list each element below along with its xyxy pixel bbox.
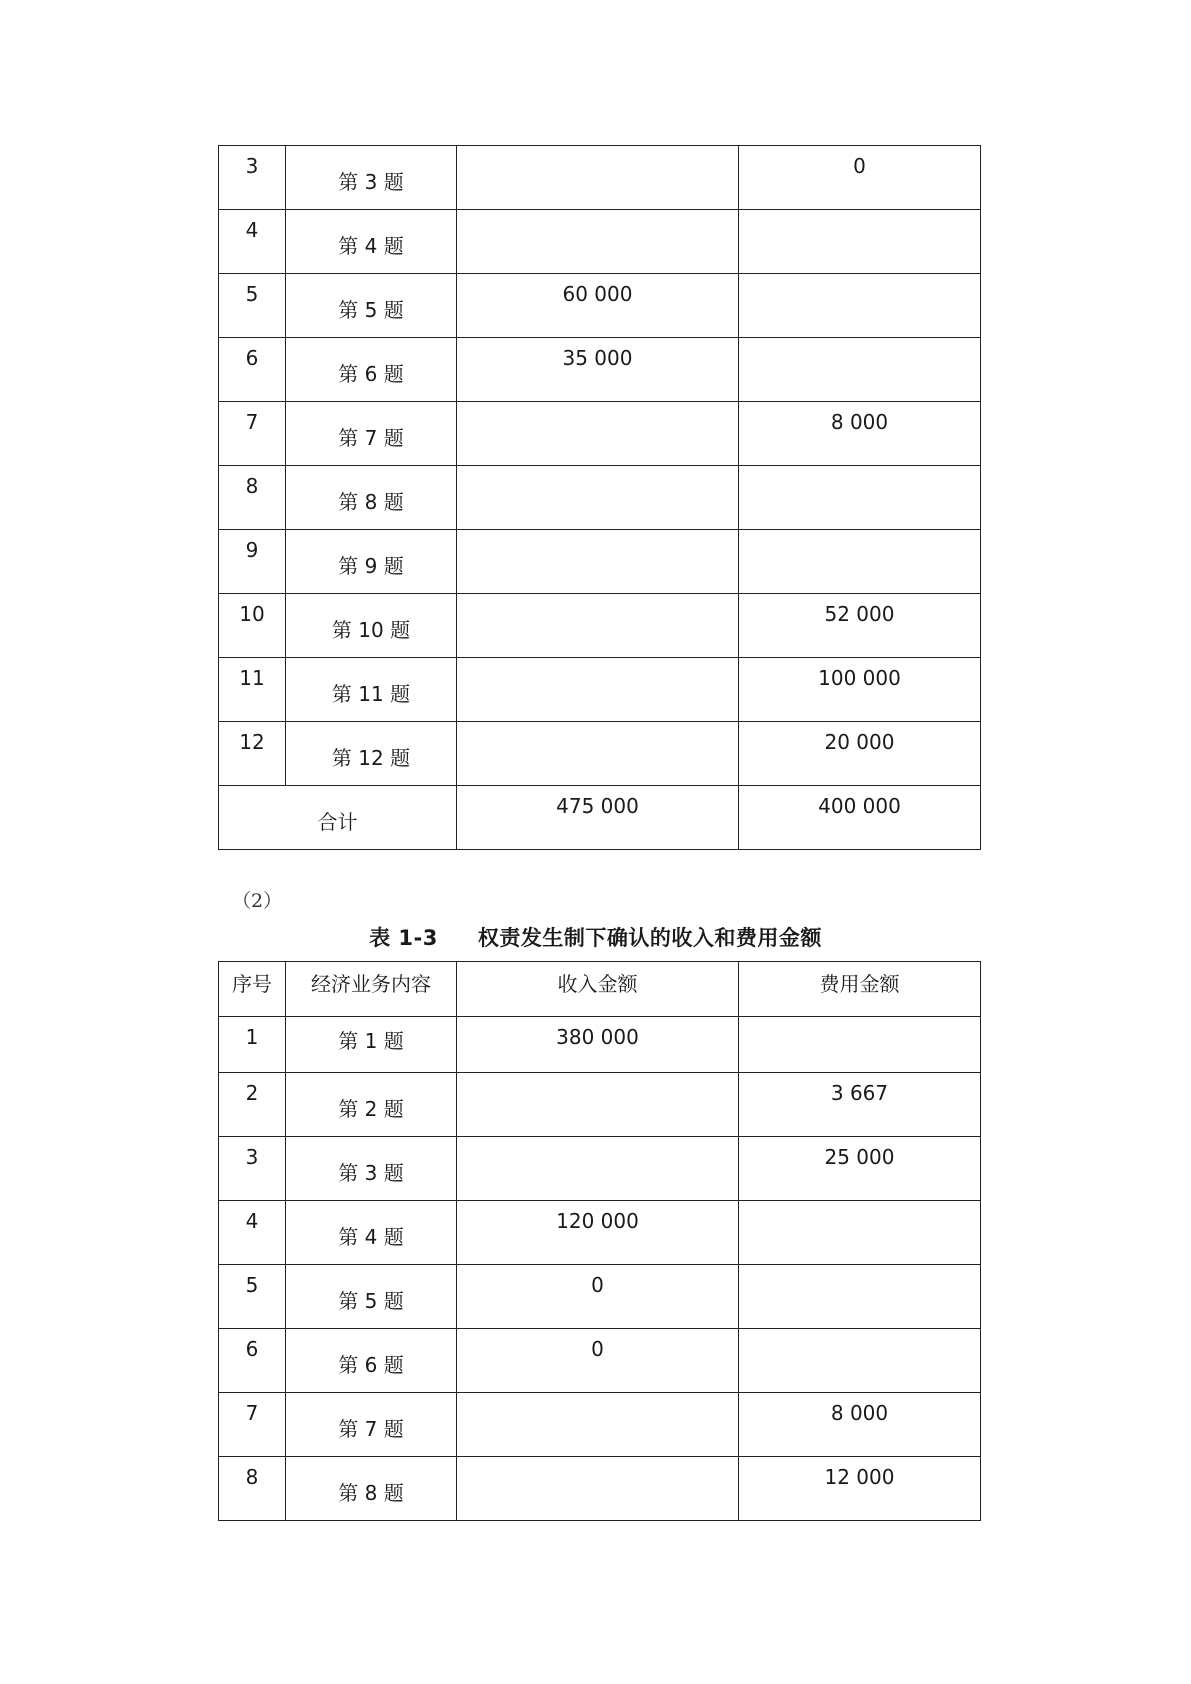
table-row [219, 274, 981, 338]
row-number: 3 [245, 154, 259, 178]
table-row [219, 402, 981, 466]
table-row [219, 1329, 981, 1393]
row-content: 第 6 题 [338, 1353, 404, 1377]
row-content: 第 11 题 [331, 682, 411, 706]
table-row [219, 1457, 981, 1521]
table-row [219, 1017, 981, 1073]
row-number: 7 [245, 410, 259, 434]
table-title: 权责发生制下确认的收入和费用金额 [477, 926, 822, 950]
section-label: （2） [232, 890, 283, 912]
income-amount [457, 1137, 738, 1145]
row-number: 4 [245, 1209, 259, 1233]
row-content: 第 2 题 [338, 1097, 404, 1121]
income-amount: 60 000 [562, 282, 633, 306]
table-row [219, 210, 981, 274]
expense-amount: 12 000 [824, 1465, 895, 1489]
expense-amount: 52 000 [824, 602, 895, 626]
accrual-basis-table [218, 961, 981, 1521]
row-content: 第 4 题 [338, 1225, 404, 1249]
table-row [219, 1073, 981, 1137]
row-number: 6 [245, 1337, 259, 1361]
table-row [219, 1137, 981, 1201]
row-number: 2 [245, 1081, 259, 1105]
table-row [219, 146, 981, 210]
row-number: 3 [245, 1145, 259, 1169]
row-content: 第 10 题 [331, 618, 411, 642]
row-content: 第 7 题 [338, 1417, 404, 1441]
row-content: 第 3 题 [338, 170, 404, 194]
expense-amount: 8 000 [830, 1401, 889, 1425]
row-content: 第 4 题 [338, 234, 404, 258]
table-row [219, 594, 981, 658]
income-amount [457, 1393, 738, 1401]
income-amount: 120 000 [556, 1209, 639, 1233]
table-row [219, 530, 981, 594]
income-amount: 380 000 [556, 1025, 639, 1049]
expense-amount: 25 000 [824, 1145, 895, 1169]
header-expense: 费用金额 [819, 972, 900, 996]
total-label: 合计 [317, 810, 358, 834]
table-row [219, 722, 981, 786]
row-number: 8 [245, 474, 259, 498]
header-row [219, 962, 981, 1017]
table-row [219, 1201, 981, 1265]
expense-amount [739, 466, 980, 474]
cash-basis-table-continued [218, 145, 981, 850]
row-number: 10 [239, 602, 265, 626]
income-amount [457, 466, 738, 474]
table-row [219, 658, 981, 722]
header-content: 经济业务内容 [311, 972, 431, 996]
income-amount [457, 402, 738, 410]
expense-amount: 0 [853, 154, 866, 178]
expense-amount: 3 667 [830, 1081, 889, 1105]
expense-amount: 20 000 [824, 730, 895, 754]
total-row [219, 786, 981, 850]
row-content: 第 1 题 [338, 1029, 404, 1053]
row-number: 8 [245, 1465, 259, 1489]
header-income: 收入金额 [557, 972, 638, 996]
expense-amount [739, 530, 980, 538]
row-content: 第 8 题 [338, 490, 404, 514]
income-amount [457, 658, 738, 666]
expense-amount: 100 000 [818, 666, 901, 690]
income-amount [457, 530, 738, 538]
row-number: 5 [245, 282, 259, 306]
income-amount [457, 146, 738, 154]
income-amount: 0 [591, 1337, 604, 1361]
row-number: 9 [245, 538, 259, 562]
table-caption [0, 922, 1191, 952]
row-number: 1 [245, 1025, 259, 1049]
row-number: 5 [245, 1273, 259, 1297]
total-expense: 400 000 [818, 794, 901, 818]
expense-amount [739, 210, 980, 218]
row-number: 7 [245, 1401, 259, 1425]
row-number: 6 [245, 346, 259, 370]
row-content: 第 6 题 [338, 362, 404, 386]
expense-amount [739, 338, 980, 346]
row-content: 第 5 题 [338, 1289, 404, 1313]
expense-amount [739, 1201, 980, 1209]
expense-amount [739, 1329, 980, 1337]
row-number: 11 [239, 666, 265, 690]
row-number: 12 [239, 730, 265, 754]
income-amount [457, 210, 738, 218]
row-content: 第 7 题 [338, 426, 404, 450]
expense-amount [739, 1017, 980, 1025]
total-income: 475 000 [556, 794, 639, 818]
header-no: 序号 [232, 972, 272, 996]
table-row [219, 1393, 981, 1457]
income-amount [457, 594, 738, 602]
row-number: 4 [245, 218, 259, 242]
income-amount: 35 000 [562, 346, 633, 370]
row-content: 第 12 题 [331, 746, 411, 770]
income-amount: 0 [591, 1273, 604, 1297]
table-row [219, 1265, 981, 1329]
row-content: 第 3 题 [338, 1161, 404, 1185]
income-amount [457, 722, 738, 730]
expense-amount [739, 1265, 980, 1273]
row-content: 第 5 题 [338, 298, 404, 322]
expense-amount: 8 000 [830, 410, 889, 434]
table-number: 表 1-3 [369, 926, 438, 950]
table-row [219, 338, 981, 402]
income-amount [457, 1073, 738, 1081]
table-row [219, 466, 981, 530]
expense-amount [739, 274, 980, 282]
row-content: 第 8 题 [338, 1481, 404, 1505]
income-amount [457, 1457, 738, 1465]
row-content: 第 9 题 [338, 554, 404, 578]
